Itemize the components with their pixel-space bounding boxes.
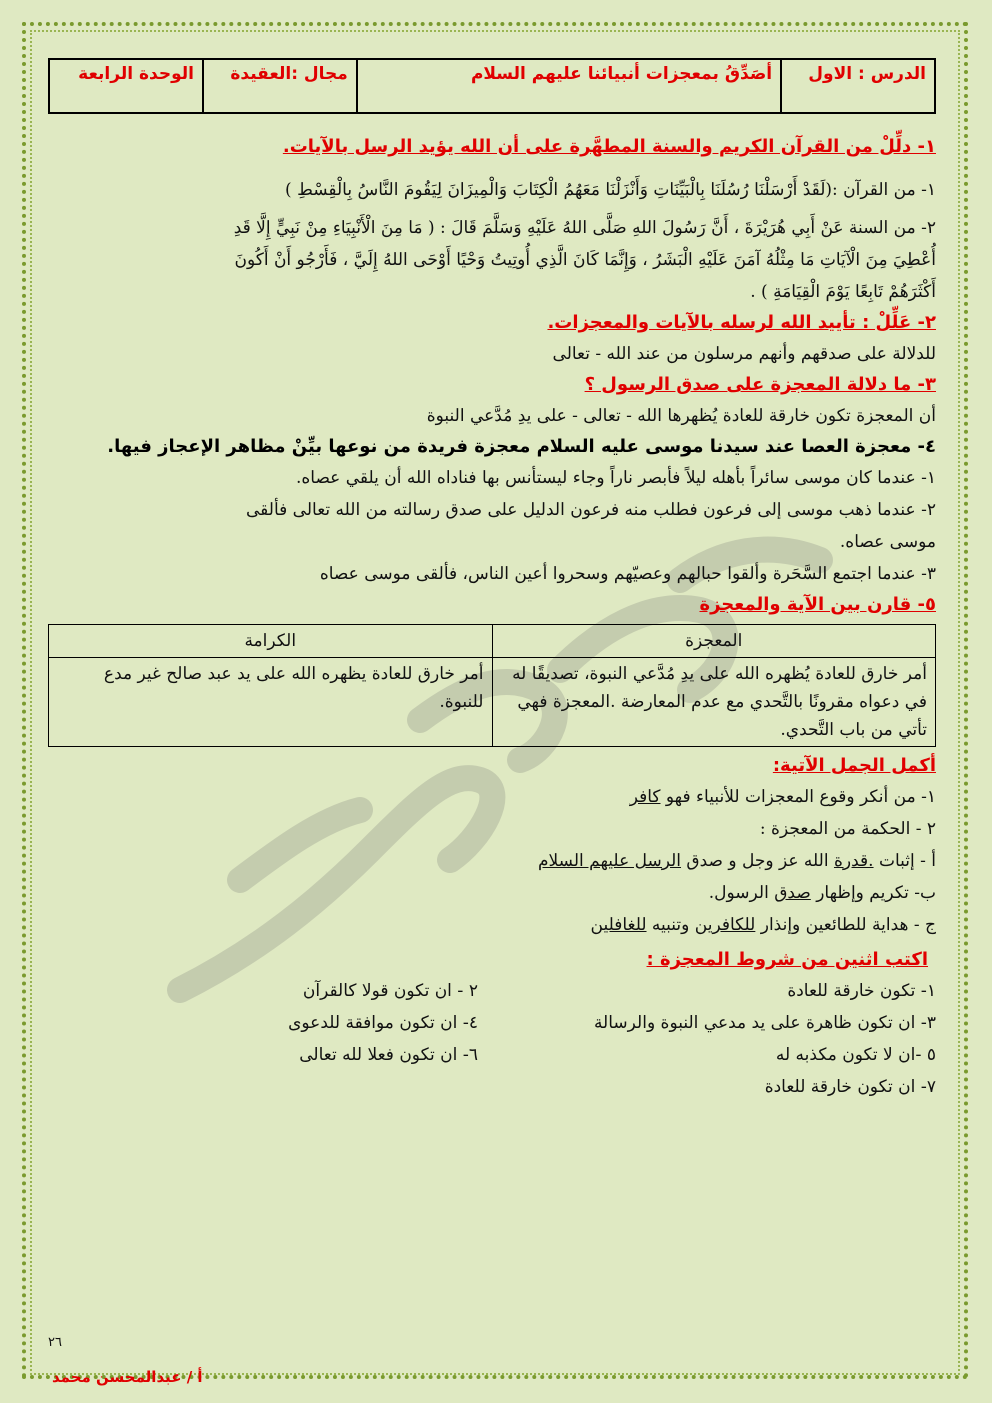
q2-answer: للدلالة على صدقهم وأنهم مرسلون من عند الله - تعالى xyxy=(552,344,936,364)
col-miracle-header: المعجزة xyxy=(492,625,936,658)
complete-b-post: الرسول. xyxy=(708,883,775,903)
q4-item2a: ٢- عندما ذهب موسى إلى فرعون فطلب منه فرعون الدليل على صدق رسالته من الله تعالى فألقى xyxy=(246,500,936,520)
complete-a-text: أ - إثبات xyxy=(873,851,936,871)
complete-a xyxy=(48,845,936,877)
complete-a-answer2: الرسل عليهم السلام xyxy=(538,851,682,871)
complete-c-mid: وتنبيه xyxy=(646,915,695,935)
q5-heading: ٥- قارن بين الآية والمعجزة xyxy=(699,594,936,615)
complete-a-answer1: .قدرة xyxy=(833,851,874,871)
condition-1: ١- تكون خارقة للعادة xyxy=(787,981,936,1001)
q2-heading: ٢- عَلِّلْ : تأييد الله لرسله بالآيات والمعجزات. xyxy=(547,312,936,333)
condition-4: ٤- ان تكون موافقة للدعوى xyxy=(288,1013,478,1033)
miracle-definition: أمر خارق للعادة يُظهره الله على يدِ مُدَّعي النبوة، تصديقًا له في دعواه مقرونًا بالتَّحدي مع عدم المعارضة .المعجزة فهي تأتي من باب التَّحدي. xyxy=(492,658,936,747)
q4-item2b: موسى عصاه. xyxy=(839,532,936,552)
lesson-header-table xyxy=(48,58,936,114)
page-content xyxy=(48,58,936,1103)
complete-b-text: ب- تكريم وإظهار xyxy=(810,883,936,903)
conditions-row2 xyxy=(48,1007,936,1039)
conditions-row1 xyxy=(48,975,936,1007)
page-number: ٢٦ xyxy=(48,1335,62,1350)
lesson-field: مجال :العقيدة xyxy=(203,59,357,113)
condition-7: ٧- ان تكون خارقة للعادة xyxy=(764,1077,936,1097)
complete-a-mid: الله عز وجل و صدق xyxy=(681,851,834,871)
conditions-row3 xyxy=(48,1039,936,1071)
condition-2: ٢ - ان تكون قولا كالقرآن xyxy=(302,981,478,1001)
q3-answer: أن المعجزة تكون خارقة للعادة يُظهرها الله - تعالى - على يدِ مُدَّعي النبوة xyxy=(426,406,936,426)
complete-s1-text: ١- من أنكر وقوع المعجزات للأنبياء فهو xyxy=(660,787,936,807)
q1-quran: ١- من القرآن :(لَقَدْ أَرْسَلْنَا رُسُلَنَا بِالْبَيِّنَاتِ وَأَنْزَلْنَا مَعَهُمُ الْكِتَابَ وَالْمِيزَانَ لِيَقُومَ النَّاسُ بِالْقِسْطِ ) xyxy=(285,180,936,200)
q4-heading: ٤- معجزة العصا عند سيدنا موسى عليه السلام معجزة فريدة من نوعها بيِّنْ مظاهر الإعجاز فيها. xyxy=(107,436,936,457)
q1-heading: ١- دلِّلْ من القرآن الكريم والسنة المطهَّرة على أن الله يؤيد الرسل بالآيات. xyxy=(282,136,936,157)
lesson-title: أصَدِّقُ بمعجزات أنبيائنا عليهم السلام xyxy=(357,59,781,113)
lesson-unit: الوحدة الرابعة xyxy=(49,59,203,113)
complete-c-answer2: للغافلين xyxy=(590,915,647,935)
complete-heading: أكمل الجمل الآتية: xyxy=(772,755,936,776)
karama-definition: أمر خارق للعادة يظهره الله على يد عبد صالح غير مدع للنبوة. xyxy=(49,658,493,747)
q1-sunnah-line1: ٢- من السنة عَنْ أَبِي هُرَيْرَةَ ، أَنَّ رَسُولَ اللهِ صَلَّى اللهُ عَلَيْهِ وَسَلَّمَ قَالَ : ( مَا مِنَ الْأَنْبِيَاءِ مِنْ نَبِيٍّ إِلَّا قَدِ xyxy=(233,218,936,238)
complete-c xyxy=(48,909,936,941)
q4-item3: ٣- عندما اجتمع السَّحَرة وألقوا حبالهم وعصيّهم وسحروا أعين الناس، فألقى موسى عصاه xyxy=(319,564,936,584)
condition-3: ٣- ان تكون ظاهرة على يد مدعي النبوة والرسالة xyxy=(593,1013,936,1033)
q3-heading: ٣- ما دلالة المعجزة على صدق الرسول ؟ xyxy=(584,374,936,395)
lesson-number: الدرس : الاول xyxy=(781,59,935,113)
col-karama-header: الكرامة xyxy=(49,625,493,658)
complete-s2: ٢ - الحكمة من المعجزة : xyxy=(759,819,936,839)
author-signature: أ / عبدالمحسن محمد xyxy=(52,1368,203,1386)
q1-sunnah-line2: أُعْطِيَ مِنَ الْآيَاتِ مَا مِثْلُهُ آمَنَ عَلَيْهِ الْبَشَرُ ، وَإِنَّمَا كَانَ الَّذِي أُوتِيتُ وَحْيًا أَوْحَى اللهُ إِلَيَّ ، فَأَرْجُو أَنْ أَكُونَ xyxy=(234,250,936,270)
conditions-heading: اكتب اثنين من شروط المعجزة : xyxy=(646,949,928,970)
complete-b-answer: صدق xyxy=(774,883,811,903)
comparison-table xyxy=(48,624,936,747)
q4-item1: ١- عندما كان موسى سائراً بأهله ليلاً فأبصر ناراً وجاء ليستأنس بها فناداه الله أن يلقي عصاه. xyxy=(295,468,936,488)
condition-6: ٦- ان تكون فعلا لله تعالى xyxy=(299,1045,478,1065)
complete-s1 xyxy=(48,781,936,813)
complete-c-answer1: للكافرين xyxy=(694,915,756,935)
complete-c-text: ج - هداية للطائعين وإنذار xyxy=(755,915,936,935)
q1-sunnah-line3: أَكْثَرَهُمْ تَابِعًا يَوْمَ الْقِيَامَةِ ) . xyxy=(750,282,936,302)
complete-s1-answer: كافر xyxy=(629,787,661,807)
complete-b xyxy=(48,877,936,909)
condition-5: ٥ -ان لا تكون مكذبه له xyxy=(775,1045,936,1065)
